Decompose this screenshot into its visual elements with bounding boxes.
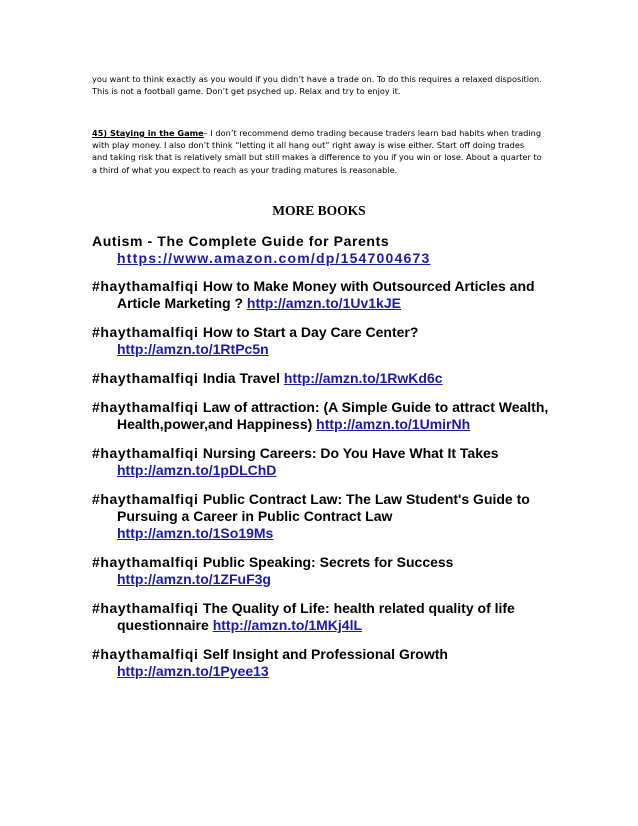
book-tag: #haythamalfiqi [92, 554, 203, 570]
book-link[interactable]: http://amzn.to/1UmirNh [316, 416, 471, 432]
book-title: Autism - The Complete Guide for Parents [92, 233, 390, 249]
book-item [92, 445, 552, 479]
book-title: Self Insight and Professional Growth [202, 646, 448, 662]
book-title: How to Start a Day Care Center? [202, 324, 419, 340]
book-tag: #haythamalfiqi [92, 278, 203, 294]
book-title: Law of attraction: (A Simple Guide to attract Wealth, Health,power,and Happiness) [117, 399, 549, 432]
book-title: India Travel [202, 370, 284, 386]
book-tag: #haythamalfiqi [92, 324, 203, 340]
book-item [92, 646, 552, 680]
book-item [92, 233, 552, 267]
paragraph-continuation: you want to think exactly as you would if you didn’t have a trade on. To do this requires a relaxed disposition. This is not a football game. Don’t get psyched up. Relax and try to enjoy it. [92, 74, 542, 97]
book-title: Nursing Careers: Do You Have What It Takes [202, 445, 499, 461]
book-item [92, 554, 552, 588]
book-item [92, 324, 552, 358]
book-list [92, 233, 552, 692]
book-tag: #haythamalfiqi [92, 600, 203, 616]
book-title: Public Contract Law: The Law Student's Guide to Pursuing a Career in Public Contract Law [117, 491, 530, 524]
book-title: Public Speaking: Secrets for Success [202, 554, 454, 570]
book-tag: #haythamalfiqi [92, 445, 203, 461]
more-books-heading: MORE BOOKS [272, 203, 366, 218]
book-link[interactable]: http://amzn.to/1Uv1kJE [246, 295, 401, 311]
book-item [92, 491, 552, 542]
book-link[interactable]: https://www.amazon.com/dp/1547004673 [117, 250, 431, 266]
book-tag: #haythamalfiqi [92, 370, 203, 386]
book-link[interactable]: http://amzn.to/1Pyee13 [117, 663, 269, 679]
book-title: The Quality of Life: health related quality of life questionnaire [117, 600, 515, 633]
book-tag: #haythamalfiqi [92, 399, 203, 415]
book-tag: #haythamalfiqi [92, 646, 203, 662]
book-tag: #haythamalfiqi [92, 491, 203, 507]
paragraph-staying-in-the-game [92, 127, 542, 176]
book-link[interactable]: http://amzn.to/1MKj4lL [212, 617, 363, 633]
paragraph-heading: 45) Staying in the Game [92, 128, 204, 138]
book-item [92, 600, 552, 634]
book-item [92, 370, 552, 387]
book-title: How to Make Money with Outsourced Articles and Article Marketing ? [117, 278, 535, 311]
paragraph-body: – I don’t recommend demo trading because traders learn bad habits when trading with play money. I also don’t think “letting it all hang out” right away is wise either. Start off doing trades and taking risk that is relatively small but still makes a difference to you if you win or lose. About a quarter to a third of what you expect to reach as your trading matures is reasonable. [92, 128, 542, 175]
book-link[interactable]: http://amzn.to/1RwKd6c [283, 370, 443, 386]
book-link[interactable]: http://amzn.to/1So19Ms [117, 525, 274, 541]
book-link[interactable]: http://amzn.to/1pDLChD [117, 462, 277, 478]
book-item [92, 399, 552, 433]
book-link[interactable]: http://amzn.to/1RtPc5n [117, 341, 269, 357]
book-item [92, 278, 552, 312]
book-link[interactable]: http://amzn.to/1ZFuF3g [117, 571, 271, 587]
